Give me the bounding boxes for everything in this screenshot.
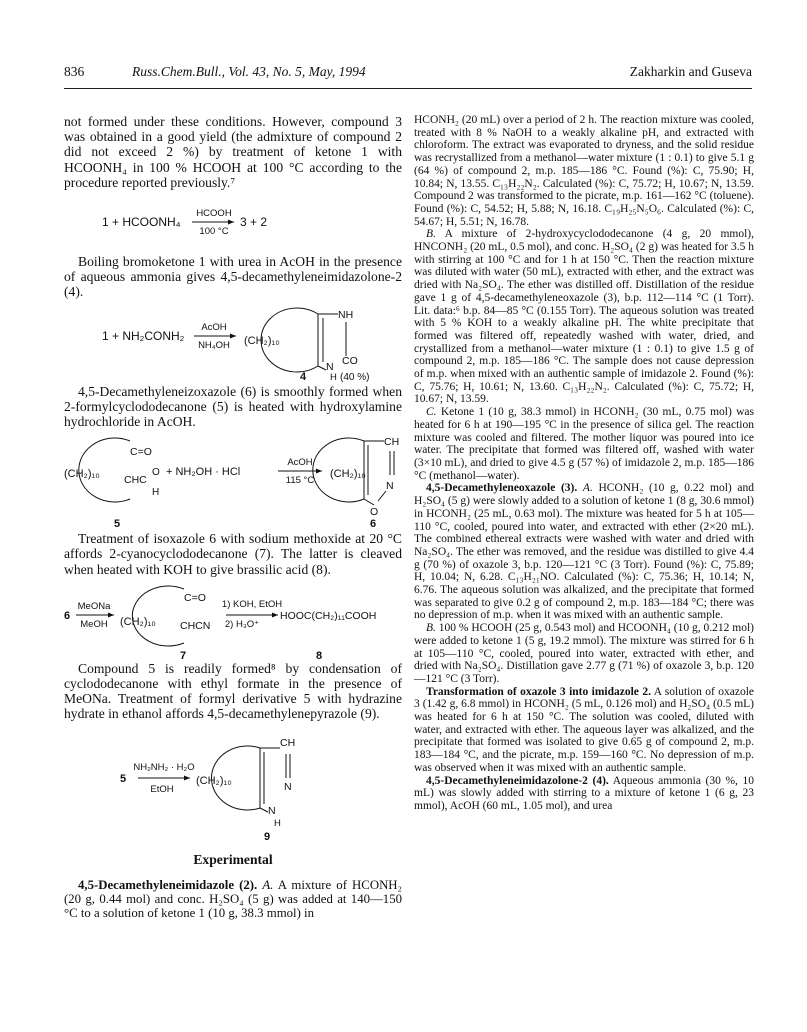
start-label: 5 bbox=[120, 772, 127, 785]
ring-label: (CH₂)₁₀ bbox=[64, 468, 100, 481]
scheme-4-reagent: MeONa bbox=[77, 600, 111, 612]
paragraph bbox=[414, 406, 754, 482]
scheme-3-reagent: AcOH bbox=[287, 457, 313, 469]
reagent-label: + NH₂OH · HCl bbox=[166, 466, 241, 479]
journal-citation: Russ.Chem.Bull., Vol. 43, No. 5, May, 1994 bbox=[132, 64, 366, 79]
paragraph-text: A mixture of 2-hydroxycyclododecanone (4 g, 20 mmol), HNCONH₂ (20 mL, 0.5 mol), and conc. H₂SO₄ (2 g) was heated for 3.5 h with stirring at 100 °C and for 1 h at 150 °C. Then the reaction mixture was diluted with water (50 mL), extracted with ether, and the extract was dried with Na₂SO₄. The ether was distilled off. Distillation of the residue gave 1 g of 4,5-decamethyleneoxazole (3), b.p. 112—114 °C (1 Torr). Lit. data:⁶ b.p. 84—85 °C (0.155 Torr). The aqueous solution was treated with 5 % KOH to a weakly alkaline pH. The white precipitate that formed was filtered off, repeatedly washed with water, dried, and crystallized from a methanol—water mixture (1 : 0.1) to give 1.5 g of compound 2, m.p. 185—186 °C. The sample does not cause depression of m.p. when mixed with an authentic sample of imidazole 2. Found (%): C, 75.76; H, 10.61; N, 13.60. C₁₃H₂₂N₂. Calculated (%): C, 75.72; H, 10.67; N, 13.59. bbox=[414, 228, 754, 406]
co-label: CO bbox=[342, 354, 358, 367]
ring-label: (CH₂)₁₀ bbox=[244, 334, 280, 347]
scheme-1-reactants: 1 + HCOONH₄ bbox=[102, 215, 181, 230]
paragraph bbox=[414, 686, 754, 775]
ch-label: CH bbox=[384, 436, 400, 449]
chcn-label: CHCN bbox=[180, 619, 211, 632]
compound-label: 6 bbox=[370, 518, 377, 531]
paragraph bbox=[64, 878, 402, 921]
start-label: 6 bbox=[64, 609, 71, 622]
h-label: H bbox=[274, 817, 281, 829]
scheme-1-reagent: HCOOH bbox=[196, 208, 232, 220]
h-label: H bbox=[330, 371, 337, 383]
chc-label: CHC bbox=[124, 474, 147, 487]
paragraph: Compound 5 is readily formed⁸ by condensation of cyclododecanone with ethyl formate in the presence of MeONa. Treatment of formyl derivative 5 with hydrazine hydrate in ethanol affords 4,5-decamethylenepyrazole (9). bbox=[64, 660, 402, 722]
scheme-3 bbox=[64, 429, 402, 531]
paragraph bbox=[414, 482, 754, 622]
left-column bbox=[64, 114, 402, 921]
paragraph-text: A mixture of HCONH₂ (20 g, 0.44 mol) and conc. H₂SO₄ (5 g) was added at 140—150 °C to a solution of ketone 1 (10 g, 38.3 mmol) in bbox=[64, 877, 403, 921]
paragraph-title: Transformation of oxazole 3 into imidazole 2. bbox=[426, 685, 651, 698]
scheme-4 bbox=[64, 577, 402, 661]
scheme-5-reagent: NH₂NH₂ · H₂O bbox=[133, 761, 195, 773]
scheme-5-solvent: EtOH bbox=[150, 783, 174, 795]
compound-label: 8 bbox=[316, 649, 323, 661]
nh-label: NH bbox=[338, 308, 354, 321]
paragraph-title: 4,5-Decamethyleneimidazolone-2 (4). bbox=[426, 774, 609, 787]
scheme-1-products: 3 + 2 bbox=[240, 215, 268, 230]
header-rule bbox=[64, 88, 752, 89]
compound-label: 4 bbox=[300, 370, 307, 383]
aldehyde-o: O bbox=[152, 467, 160, 479]
method-label: B. bbox=[426, 228, 436, 241]
right-column bbox=[414, 114, 754, 813]
scheme-5 bbox=[64, 722, 402, 840]
compound-label: 9 bbox=[264, 830, 271, 840]
carbonyl-label: C=O bbox=[130, 446, 152, 459]
scheme-1 bbox=[64, 190, 402, 254]
scheme-2-reagent: AcOH bbox=[201, 321, 227, 333]
scheme-1-condition: 100 °C bbox=[199, 226, 229, 238]
running-authors: Zakharkin and Guseva bbox=[629, 64, 752, 79]
paragraph-title: 4,5-Decamethyleneoxazole (3). bbox=[426, 482, 578, 495]
scheme-2 bbox=[64, 300, 402, 384]
compound-label: 5 bbox=[114, 518, 121, 531]
aldehyde-h: H bbox=[152, 487, 160, 499]
page-number: 836 bbox=[64, 64, 85, 79]
product-label: HOOC(CH₂)₁₁COOH bbox=[280, 609, 377, 622]
paragraph-title: 4,5-Decamethyleneimidazole (2). bbox=[78, 877, 258, 892]
method-label: A. bbox=[262, 877, 274, 892]
paragraph: not formed under these conditions. However, compound 3 was obtained in a good yield (the admixture of compound 2 did not exceed 2 %) by treatment of ketone 1 with HCOONH₄ in 100 % HCOOH at 100 °C according to the procedure reported previously.⁷ bbox=[64, 114, 402, 190]
section-heading: Experimental bbox=[193, 851, 273, 867]
n-label: N bbox=[268, 804, 276, 817]
paragraph: 4,5-Decamethyleneizoxazole (6) is smoothly formed when 2-formylcyclododecanone (5) is heated with hydroxylamine hydrochloride in AcOH. bbox=[64, 383, 402, 430]
paragraph: Boiling bromoketone 1 with urea in AcOH in the presence of aqueous ammonia gives 4,5-decamethyleneimidazolone-2 (4). bbox=[64, 254, 402, 300]
scheme-4-solvent: MeOH bbox=[80, 618, 108, 630]
ring-label: (CH₂)₁₀ bbox=[196, 774, 232, 787]
paragraph-text: HCONH₂ (10 g, 0.22 mol) and H₂SO₄ (5 g) were slowly added to a solution of ketone 1 (8 g, 30.6 mmol) in HCONH₂ (25 mL, 0.63 mol). The mixture was heated for 5 h at 105—110 °C, cooled, poured into water, and extracted with ether (2×20 mL). The combined ethereal extracts were washed with water and dried with Na₂SO₄. The ether was removed, and the residue was distilled to give 4.4 g (70 %) of oxazole 3, b.p. 120—121 °C (3 Torr). Found (%): C, 75.89; H, 10.04; N, 6.28. C₁₃H₂₁NO. Calculated (%): C, 75.36; H, 10.14; N, 6.76. The aqueous solution was alkalized, and the precipitate that formed was separated to give 0.2 g of compound 2, m.p. 183—184 °C; there was no depression of m.p. when it was mixed with an authentic sample. bbox=[414, 482, 754, 622]
compound-label: 7 bbox=[180, 649, 187, 661]
method-label: A. bbox=[582, 482, 593, 495]
yield-label: (40 %) bbox=[340, 371, 370, 383]
paragraph: HCONH₂ (20 mL) over a period of 2 h. The reaction mixture was cooled, treated with 8 % NaOH to a weakly alkaline pH, and extracted with chloroform. The extract was evaporated to dryness, and the solid residue was recrystallized from a methanol—water mixture (1 : 0.1) to give 5.1 g (64 %) of compound 2, m.p. 185—186 °C. Found (%): C, 75.90; H, 10.84; N, 13.55. C₁₃H₂₂N₂. Calculated (%): C, 75.72; H, 10.67; N, 13.59. Compound 2 was transformed to the picrate, m.p. 161—162 °C (toluene). Found (%): C, 54.52; H, 5.88; N, 16.18. C₁₉H₂₅N₅O₆. Calculated (%): C, 54.67; H, 5.51; N, 16.78. bbox=[414, 114, 754, 228]
scheme-2-condition: NH₄OH bbox=[198, 339, 230, 351]
n-label: N bbox=[326, 360, 334, 373]
page-header bbox=[64, 64, 752, 82]
ch-label: CH bbox=[280, 736, 296, 749]
n-label: N bbox=[284, 780, 292, 793]
paragraph-text: Ketone 1 (10 g, 38.3 mmol) in HCONH₂ (30 mL, 0.75 mol) was heated for 6 h at 190—195 °C in the presence of silica gel. The reaction mixture was cooled and filtered. The mother liquor was poured into ice water. The precipitate that formed was filtered off, washed with water (3×10 mL), and dried to give 4.5 g (57 %) of imidazole 2, m.p. 185—186 °C (methanol—water). bbox=[414, 406, 754, 482]
paragraph bbox=[414, 775, 754, 813]
paragraph-text: A solution of oxazole 3 (1.42 g, 6.8 mmol) in HCONH₂ (5 mL, 0.126 mol) and H₂SO₄ (0.5 mL) was heated for 6 h at 150 °C. The solution was cooled, diluted with water, and extracted with ether. The aqueous layer was alkalized, and the precipitate that formed was isolated to give 0.65 g of compound 2, m.p. 183—184 °C, and the picrate, m.p. 159—160 °C. No depression of m.p. was observed when it was mixed with an authentic sample. bbox=[414, 685, 754, 774]
scheme-2-reactants: 1 + NH₂CONH₂ bbox=[102, 328, 185, 343]
scheme-3-condition: 115 °C bbox=[285, 475, 315, 487]
step-1-label: 1) KOH, EtOH bbox=[221, 598, 283, 610]
paragraph bbox=[414, 622, 754, 686]
paragraph: Treatment of isoxazole 6 with sodium methoxide at 20 °C affords 2-cyanocyclododecanone (7). The latter is cleaved when heated with KOH to give brassilic acid (8). bbox=[64, 531, 402, 577]
paragraph bbox=[414, 228, 754, 406]
paragraph-text: 100 % HCOOH (25 g, 0.543 mol) and HCOONH₄ (10 g, 0.212 mol) were added to ketone 1 (5 g, 19.2 mmol). The mixture was stirred for 6 h at 105—110 °C, cooled, poured into water, extracted with ether, and dried with Na₂SO₄. Distillation gave 2.77 g (71 %) of oxazole 3, b.p. 120—121 °C (3 Torr). bbox=[414, 622, 754, 685]
o-label: O bbox=[370, 506, 379, 519]
ring-label: (CH₂)₁₀ bbox=[330, 468, 366, 481]
ring-label: (CH₂)₁₀ bbox=[120, 615, 156, 628]
n-label: N bbox=[386, 480, 394, 493]
method-label: C. bbox=[426, 406, 437, 419]
carbonyl-label: C=O bbox=[184, 591, 206, 604]
method-label: B. bbox=[426, 622, 436, 635]
paragraph-text: Aqueous ammonia (30 %, 10 mL) was slowly added with stirring to a mixture of ketone 1 (6 g, 23 mmol), AcOH (60 mL, 1.05 mol), and urea bbox=[414, 774, 754, 812]
step-2-label: 2) H₃O⁺ bbox=[224, 618, 260, 630]
